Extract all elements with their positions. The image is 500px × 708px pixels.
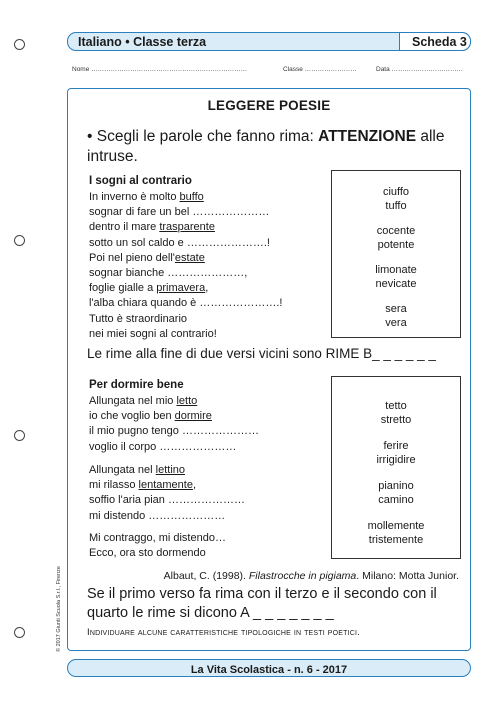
- word-option[interactable]: ciuffo: [382, 186, 410, 198]
- nome-label: Nome: [72, 66, 90, 73]
- poem-line: foglie gialle a primavera,: [89, 282, 209, 295]
- word-pair: [332, 185, 460, 213]
- word-option[interactable]: tristemente: [368, 534, 424, 546]
- poem-line: l'alba chiara quando è ………………….!: [89, 297, 283, 310]
- poem-line: In inverno è molto buffo: [89, 191, 204, 203]
- poem-text: [89, 463, 245, 524]
- data-label: Data: [376, 66, 390, 73]
- poem-text: [89, 190, 282, 342]
- word-option[interactable]: camino: [378, 494, 414, 506]
- poem-line: Allungata nel mio letto: [89, 395, 198, 407]
- citation: Albaut, C. (1998). Filastrocche in pigiama. Milano: Motta Junior.: [163, 570, 459, 582]
- poem-line: io che voglio ben dormire: [89, 410, 212, 423]
- poem-line: soffio l'aria pian …………………: [89, 494, 245, 507]
- word-option[interactable]: ferire: [383, 440, 409, 452]
- word-pair: [332, 263, 460, 291]
- poem-line: Tutto è straordinario: [89, 312, 188, 325]
- word-option[interactable]: potente: [377, 239, 415, 251]
- poem-line: sognar bianche …………………,: [89, 267, 248, 280]
- poem-line: dentro il mare trasparente: [89, 221, 215, 234]
- word-option[interactable]: cocente: [376, 225, 416, 237]
- word-option[interactable]: irrigidire: [376, 454, 416, 466]
- copyright: © 2017 Giunti Scuola S.r.l., Firenze: [56, 566, 62, 652]
- poem-line: Poi nel pieno dell'estate: [89, 251, 205, 264]
- word-option[interactable]: vera: [385, 317, 407, 329]
- word-box: [331, 376, 461, 559]
- data-field[interactable]: Data ……………………………: [376, 66, 464, 73]
- scheda-label: Scheda 3: [412, 35, 467, 49]
- subject-label: Italiano • Classe terza: [78, 35, 207, 49]
- poem-line: mi distendo …………………: [89, 509, 226, 522]
- instruction: • Scegli le parole che fanno rima: ATTENZIONE alle intruse.: [87, 128, 445, 165]
- poem-line: voglio il corpo …………………: [89, 440, 237, 453]
- poem-line: Allungata nel lettino: [89, 464, 186, 476]
- poem-text: [89, 394, 259, 455]
- word-option[interactable]: limonate: [375, 264, 417, 276]
- learning-objective: Individuare alcune caratteristiche tipologiche in testi poetici.: [87, 627, 360, 638]
- word-option[interactable]: nevicate: [375, 278, 417, 290]
- word-pair: [332, 302, 460, 330]
- footer-label: La Vita Scolastica - n. 6 - 2017: [190, 664, 348, 676]
- classe-label: Classe: [283, 66, 303, 73]
- word-option[interactable]: stretto: [380, 414, 412, 426]
- word-pair: [332, 479, 460, 507]
- rime-alternate-question: Se il primo verso fa rima con il terzo e il secondo con il quarto le rime si dicono A _ _ _ _ _ _ _: [87, 586, 437, 621]
- word-option[interactable]: mollemente: [367, 520, 425, 532]
- word-pair: [332, 439, 460, 467]
- poem-line: il mio pugno tengo …………………: [89, 425, 259, 438]
- word-option[interactable]: tuffo: [385, 200, 407, 212]
- binder-hole: [14, 235, 25, 246]
- word-pair: [332, 519, 460, 547]
- poem-line: sognar di fare un bel …………………: [89, 206, 270, 219]
- header-bar: [67, 32, 471, 51]
- footer-bar: [67, 659, 471, 677]
- classe-field[interactable]: Classe ……………………: [283, 66, 357, 73]
- word-option[interactable]: pianino: [378, 480, 414, 492]
- word-pair: [332, 399, 460, 427]
- binder-hole: [14, 430, 25, 441]
- poem-line: mi rilasso lentamente,: [89, 479, 197, 492]
- word-option[interactable]: tetto: [385, 400, 407, 412]
- rime-question: Le rime alla fine di due versi vicini sono RIME B_ _ _ _ _ _: [87, 346, 436, 361]
- word-option[interactable]: sera: [385, 303, 407, 315]
- poem-line: nei miei sogni al contrario!: [89, 327, 217, 340]
- poem-title: Per dormire bene: [89, 379, 184, 391]
- word-box: [331, 170, 461, 338]
- poem-line: Mi contraggo, mi distendo…: [89, 532, 226, 544]
- binder-hole: [14, 39, 25, 50]
- word-pair: [332, 224, 460, 252]
- nome-field[interactable]: Nome ………………………………………………………………: [72, 66, 248, 73]
- page-title: LEGGERE POESIE: [207, 98, 331, 113]
- binder-hole: [14, 627, 25, 638]
- poem-title: I sogni al contrario: [89, 175, 192, 187]
- poem-line: Ecco, ora sto dormendo: [89, 547, 206, 560]
- scheda-tab: [399, 32, 471, 51]
- poem-text: [89, 531, 226, 561]
- poem-line: sotto un sol caldo e ………………….!: [89, 236, 270, 249]
